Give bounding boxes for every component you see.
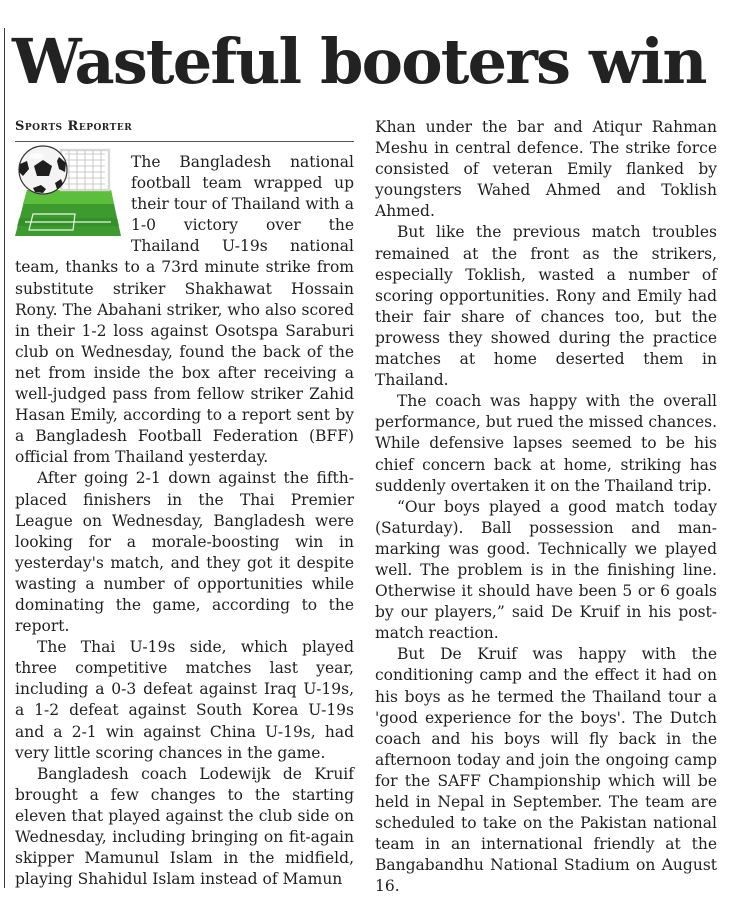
headline: Wasteful booters win <box>12 25 706 98</box>
article-paragraph: The Bangladesh national football team wrapped up their tour of Thailand with a 1-0 victory over the Thailand U-19s national team, thanks to a 73rd minute strike from substitute striker Shakhawat Hossain Rony. The Abahani striker, who also scored in their 1-2 loss against Osotspa Saraburi club on Wednesday, found the back of the net from inside the box after receiving a well-judged pass from fellow striker Zahid Hasan Emily, according to a report sent by a Bangladesh Football Federation (BFF) official from Thailand yesterday. <box>15 153 354 467</box>
article-paragraph: But like the previous match troubles remained at the front as the strikers, especially Toklish, wasted a number of scoring opportunities. Rony and Emily had their fair share of chances too, but the prowess they showed during the practice matches at home deserted them in Thailand. <box>375 223 717 390</box>
article-paragraph: Bangladesh coach Lodewijk de Kruif brought a few changes to the starting eleven that played against the club side on Wednesday, including bringing on fit-again skipper Mamunul Islam in the midfield, playing Shahidul Islam instead of Mamun <box>15 764 354 889</box>
column-rule <box>4 28 5 888</box>
byline: Sports Reporter <box>15 117 354 142</box>
article-column-right <box>375 117 717 897</box>
article-paragraph: The Thai U-19s side, which played three competitive matches last year, including a 0-3 defeat against Iraq U-19s, a 1-2 defeat against South Korea U-19s and a 2-1 win against China U-19s, had very little scoring chances in the game. <box>15 638 354 762</box>
article-paragraph: But De Kruif was happy with the conditioning camp and the effect it had on his boys as he termed the Thailand tour a 'good experience for the boys'. The Dutch coach and his boys will fly back in the afternoon today and join the ongoing camp for the SAFF Championship which will be held in Nepal in September. The team are scheduled to take on the Pakistan national team in an international friendly at the Bangabandhu National Stadium on August 16. <box>375 645 717 896</box>
article-paragraph: The coach was happy with the overall performance, but rued the missed chances. While defensive lapses seemed to be his chief concern back at home, striking has suddenly overtaken it on the Thailand trip. <box>375 392 717 495</box>
article-paragraph: Khan under the bar and Atiqur Rahman Meshu in central defence. The strike force consisted of veteran Emily flanked by youngsters Wahed Ahmed and Toklish Ahmed. <box>375 118 717 221</box>
article-paragraph: “Our boys played a good match today (Saturday). Ball possession and man-marking was good. Technically we played well. The problem is in the finishing line. Otherwise it should have been 5 or 6 goals by our players,” said De Kruif in his post-match reaction. <box>375 497 717 643</box>
article-paragraph: After going 2-1 down against the fifth-placed finishers in the Thai Premier League on Wednesday, Bangladesh were looking for a morale-boosting win in yesterday's match, and they got it despite wasting a number of opportunities while dominating the game, according to the report. <box>15 469 354 636</box>
article-column-left <box>15 117 354 890</box>
football-goal-icon <box>13 144 123 242</box>
